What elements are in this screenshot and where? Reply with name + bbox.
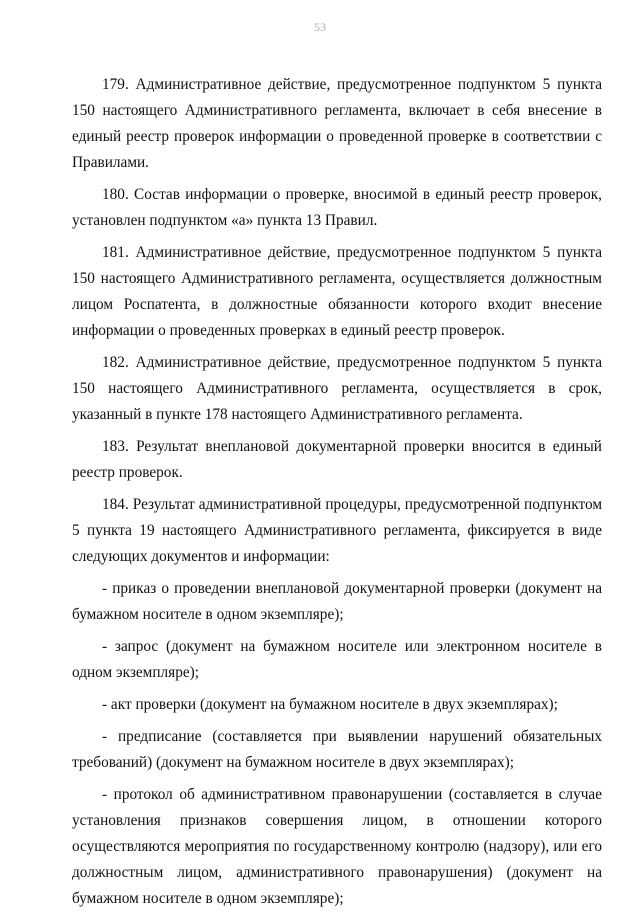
list-item-prescription: - предписание (составляется при выявлении нарушений обязательных требований) (документ на бумажном носителе в двух экземплярах); [72,728,602,771]
paragraph-182: 182. Административное действие, предусмотренное подпунктом 5 пункта 150 настоящего Административного регламента, осуществляется в срок, указанный в пункте 178 настоящего Административного регламента. [72,354,602,423]
list-item-request: - запрос (документ на бумажном носителе или электронном носителе в одном экземпляре); [72,638,602,681]
page-number: 53 [314,20,326,34]
paragraph-179: 179. Административное действие, предусмотренное подпунктом 5 пункта 150 настоящего Административного регламента, включает в себя внесение в единый реестр проверок информации о проведенной проверке в соответствии с Правилами. [72,76,602,171]
list-item-inspection-act: - акт проверки (документ на бумажном носителе в двух экземплярах); [102,696,558,713]
paragraph-184: 184. Результат административной процедуры, предусмотренной подпунктом 5 пункта 19 настоящего Административного регламента, фиксируется в виде следующих документов и информации: [72,496,602,565]
paragraph-180: 180. Состав информации о проверке, вносимой в единый реестр проверок, установлен подпунктом «а» пункта 13 Правил. [72,186,602,229]
paragraph-181: 181. Административное действие, предусмотренное подпунктом 5 пункта 150 настоящего Административного регламента, осуществляется должностным лицом Роспатента, в должностные обязанности которого входит внесение информации о проведенных проверках в единый реестр проверок. [72,244,602,339]
paragraph-183: 183. Результат внеплановой документарной проверки вносится в единый реестр проверок. [72,438,602,481]
document-body [72,72,602,918]
list-item-protocol: - протокол об административном правонарушении (составляется в случае установления признаков совершения лицом, в отношении которого осуществляются мероприятия по государственному контролю (надзору), или его должностным лицом, административного правонарушения) (документ на бумажном носителе в одном экземпляре); [72,786,602,907]
list-item-order: - приказ о проведении внеплановой документарной проверки (документ на бумажном носителе в одном экземпляре); [72,580,602,623]
